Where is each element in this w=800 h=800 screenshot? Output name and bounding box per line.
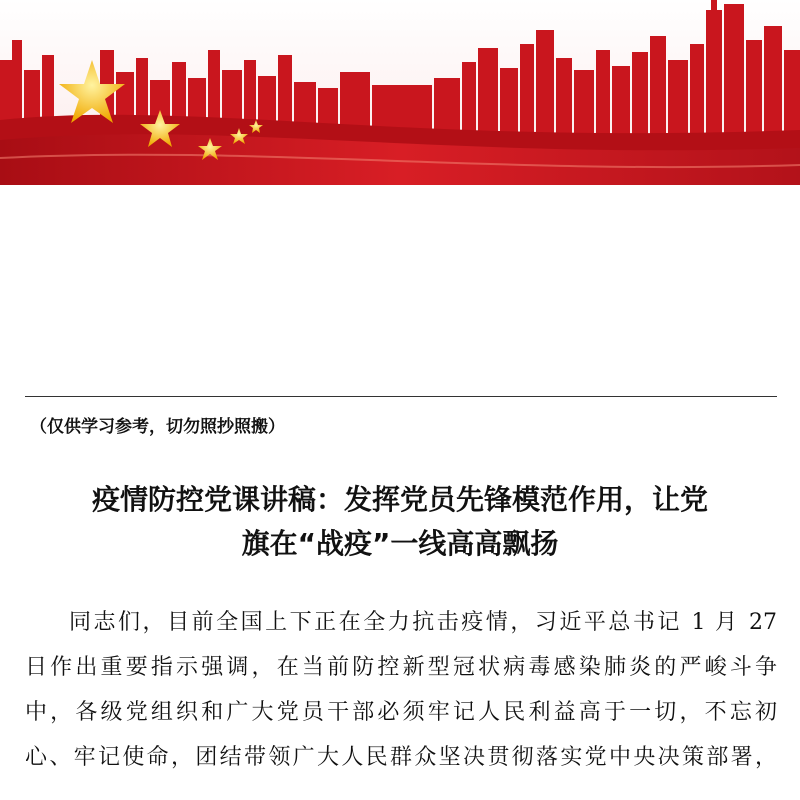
title-line-1: 疫情防控党课讲稿：发挥党员先锋模范作用，让党 bbox=[91, 483, 708, 516]
body-line-2: 日作出重要指示强调，在当前防控新型冠状病毒感染肺炎的严峻斗争 bbox=[25, 655, 777, 680]
title-line-2: 旗在“战疫”一线高高飘扬 bbox=[241, 527, 559, 560]
body-line-3: 中，各级党组织和广大党员干部必须牢记人民利益高于一切，不忘初 bbox=[25, 700, 777, 725]
document-body bbox=[25, 600, 777, 780]
skyline-banner-graphic bbox=[0, 0, 800, 185]
body-line-4: 心、牢记使命，团结带领广大人民群众坚决贯彻落实党中央决策部署， bbox=[25, 745, 777, 770]
document-title bbox=[20, 478, 780, 566]
usage-note: （仅供学习参考，切勿照抄照搬） bbox=[30, 417, 285, 437]
header-banner bbox=[0, 0, 800, 185]
header-divider bbox=[25, 396, 777, 397]
body-line-1: 同志们，目前全国上下正在全力抗击疫情，习近平总书记 1 月 27 bbox=[69, 610, 777, 635]
